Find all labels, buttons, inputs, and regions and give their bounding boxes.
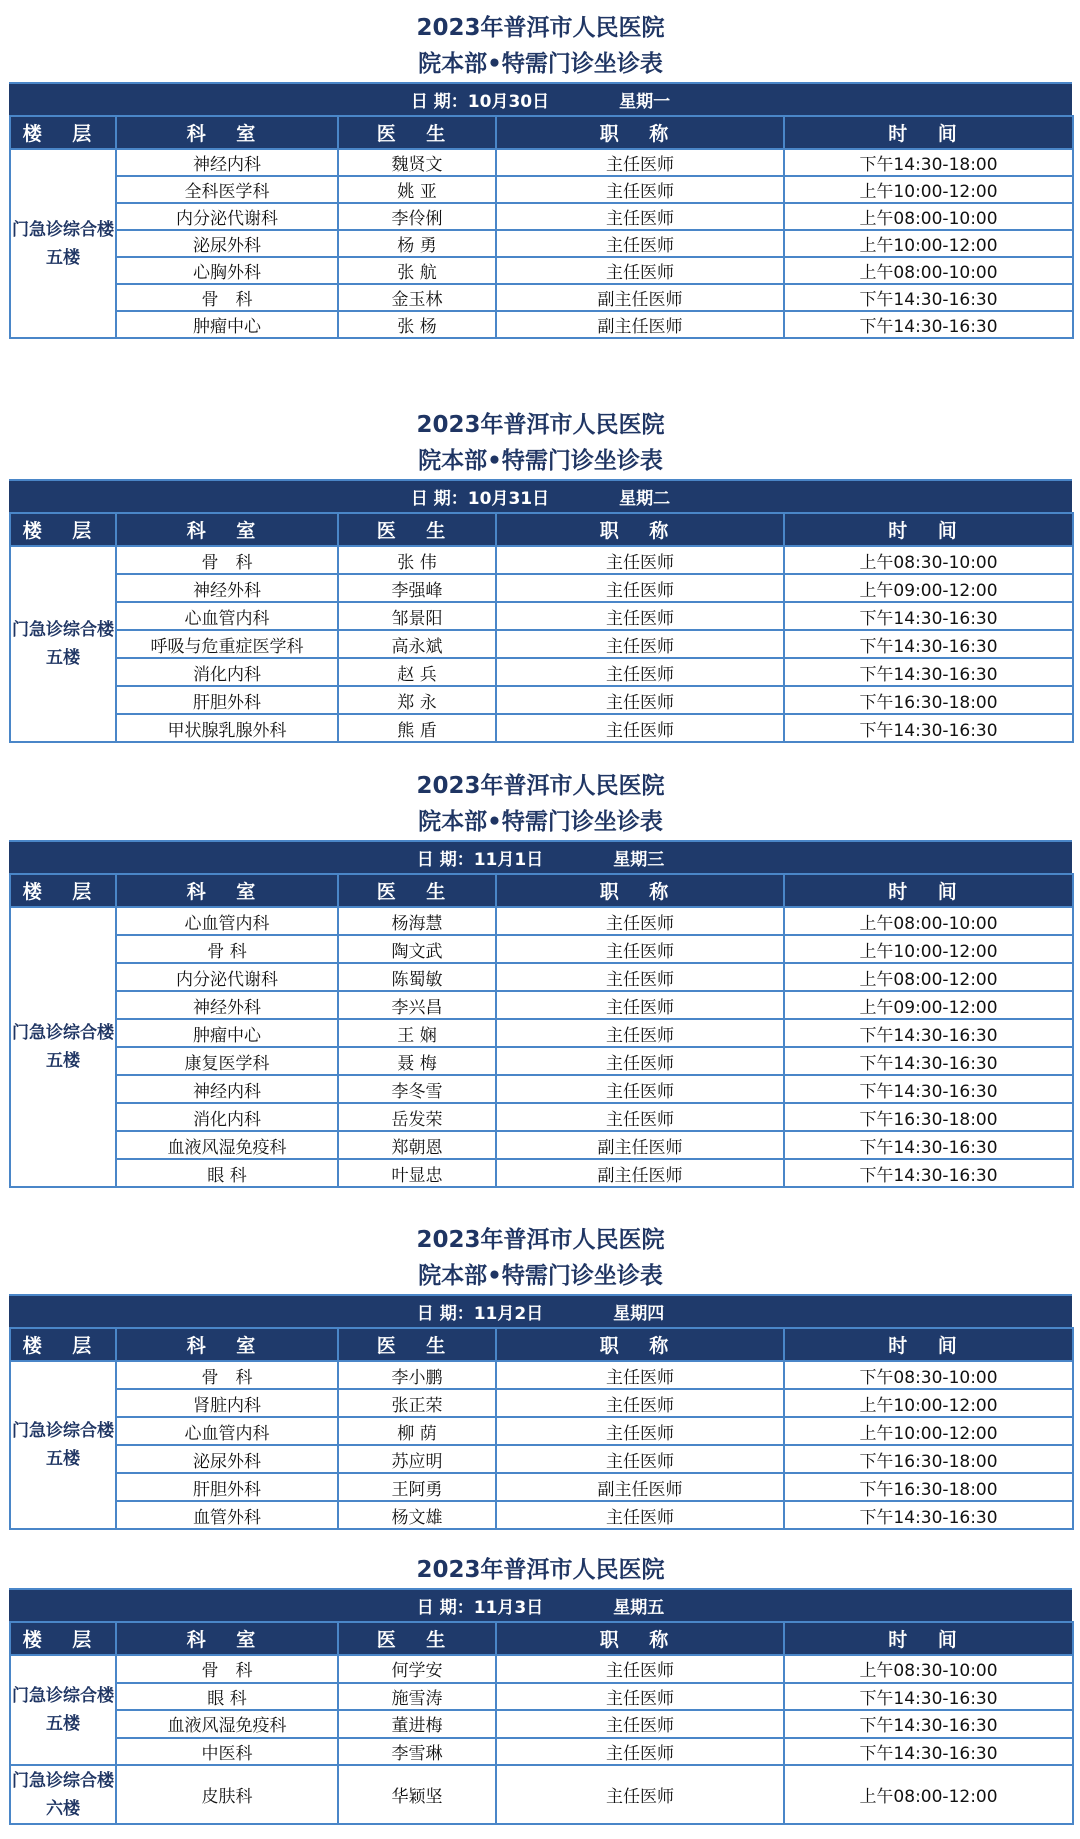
doctor-cell: 聂 梅: [338, 1047, 496, 1075]
time-cell: 下午14:30-16:30: [784, 658, 1073, 686]
column-header: 医 生: [338, 1622, 496, 1655]
time-cell: 下午14:30-16:30: [784, 1738, 1073, 1766]
department-cell: 肾脏内科: [116, 1389, 338, 1417]
department-cell: 肿瘤中心: [116, 311, 338, 338]
column-header: 楼 层: [10, 116, 116, 149]
title-line: 2023年普洱市人民医院: [416, 1227, 665, 1253]
title-cell: 主任医师: [496, 991, 784, 1019]
title-cell: 主任医师: [496, 1501, 784, 1529]
doctor-cell: 岳发荣: [338, 1103, 496, 1131]
department-cell: 心血管内科: [116, 907, 338, 935]
doctor-cell: 杨文雄: [338, 1501, 496, 1529]
doctor-cell: 陈蜀敏: [338, 963, 496, 991]
title-cell: 主任医师: [496, 203, 784, 230]
weekday: 星期一: [619, 92, 671, 112]
department-cell: 内分泌代谢科: [116, 203, 338, 230]
table-row: [10, 1473, 1073, 1501]
title-cell: 主任医师: [496, 1445, 784, 1473]
department-cell: 骨 科: [116, 1655, 338, 1683]
title-cell: 主任医师: [496, 546, 784, 574]
department-cell: 神经内科: [116, 1075, 338, 1103]
title-line: 2023年普洱市人民医院: [416, 1557, 665, 1583]
table-row: [10, 1683, 1073, 1711]
title-cell: 主任医师: [496, 1075, 784, 1103]
schedule-section: [9, 768, 1072, 1188]
time-cell: 下午14:30-16:30: [784, 1683, 1073, 1711]
time-cell: 上午08:00-12:00: [784, 963, 1073, 991]
doctor-cell: 张 航: [338, 257, 496, 284]
title-cell: 主任医师: [496, 1738, 784, 1766]
department-cell: 神经内科: [116, 149, 338, 176]
column-header: 楼 层: [10, 1328, 116, 1361]
column-header: 职 称: [496, 116, 784, 149]
title-cell: 主任医师: [496, 630, 784, 658]
table-row: [10, 257, 1073, 284]
time-cell: 下午14:30-16:30: [784, 1019, 1073, 1047]
date-bar: [9, 840, 1072, 873]
time-cell: 下午16:30-18:00: [784, 1103, 1073, 1131]
title-cell: 主任医师: [496, 907, 784, 935]
title-cell: 主任医师: [496, 1417, 784, 1445]
department-cell: 消化内科: [116, 1103, 338, 1131]
doctor-cell: 金玉林: [338, 284, 496, 311]
weekday: 星期四: [613, 1304, 665, 1324]
doctor-cell: 杨 勇: [338, 230, 496, 257]
title-line: 2023年普洱市人民医院: [416, 773, 665, 799]
department-cell: 骨 科: [116, 935, 338, 963]
table-row: [10, 1765, 1073, 1824]
schedule-section: [9, 10, 1072, 339]
doctor-cell: 苏应明: [338, 1445, 496, 1473]
column-header: 时 间: [784, 874, 1073, 907]
doctor-cell: 姚 亚: [338, 176, 496, 203]
department-cell: 神经外科: [116, 991, 338, 1019]
time-cell: 下午14:30-16:30: [784, 714, 1073, 742]
schedule-title: [9, 10, 1072, 82]
time-cell: 下午14:30-16:30: [784, 1159, 1073, 1187]
doctor-cell: 郑 永: [338, 686, 496, 714]
table-row: [10, 991, 1073, 1019]
column-header: 科 室: [116, 874, 338, 907]
column-header: 职 称: [496, 1328, 784, 1361]
title-cell: 主任医师: [496, 1103, 784, 1131]
schedule-section: [9, 1222, 1072, 1530]
floor-cell: 门急诊综合楼六楼: [10, 1765, 116, 1824]
department-cell: 呼吸与危重症医学科: [116, 630, 338, 658]
time-cell: 下午14:30-16:30: [784, 311, 1073, 338]
time-cell: 下午08:30-10:00: [784, 1361, 1073, 1389]
doctor-cell: 王 娴: [338, 1019, 496, 1047]
table-row: [10, 1417, 1073, 1445]
date-label: 日 期：: [416, 1304, 474, 1324]
date-label: 日 期：: [410, 489, 468, 509]
column-header: 职 称: [496, 1622, 784, 1655]
table-row: [10, 1131, 1073, 1159]
column-header: 医 生: [338, 116, 496, 149]
date-label: 日 期：: [416, 1598, 474, 1618]
title-cell: 主任医师: [496, 176, 784, 203]
title-line: 2023年普洱市人民医院: [416, 15, 665, 41]
doctor-cell: 熊 盾: [338, 714, 496, 742]
date-value: 10月31日: [467, 489, 550, 509]
floor-cell: 门急诊综合楼五楼: [10, 546, 116, 742]
table-row: [10, 963, 1073, 991]
time-cell: 上午08:00-12:00: [784, 1765, 1073, 1824]
schedule-table: [9, 873, 1074, 1188]
column-header: 楼 层: [10, 513, 116, 546]
table-row: [10, 1019, 1073, 1047]
doctor-cell: 张正荣: [338, 1389, 496, 1417]
department-cell: 眼 科: [116, 1683, 338, 1711]
title-cell: 主任医师: [496, 1683, 784, 1711]
header-row: [10, 116, 1073, 149]
time-cell: 下午14:30-16:30: [784, 602, 1073, 630]
time-cell: 下午14:30-16:30: [784, 630, 1073, 658]
schedule-table: [9, 1621, 1074, 1825]
time-cell: 上午09:00-12:00: [784, 991, 1073, 1019]
doctor-cell: 华颖坚: [338, 1765, 496, 1824]
table-row: [10, 658, 1073, 686]
time-cell: 上午10:00-12:00: [784, 1417, 1073, 1445]
doctor-cell: 杨海慧: [338, 907, 496, 935]
date-value: 11月1日: [473, 850, 544, 870]
time-cell: 上午08:00-10:00: [784, 907, 1073, 935]
title-line: 院本部•特需门诊坐诊表: [418, 1263, 663, 1289]
time-cell: 下午16:30-18:00: [784, 1473, 1073, 1501]
title-cell: 主任医师: [496, 230, 784, 257]
title-cell: 主任医师: [496, 1047, 784, 1075]
date-value: 11月3日: [473, 1598, 544, 1618]
department-cell: 甲状腺乳腺外科: [116, 714, 338, 742]
table-row: [10, 1655, 1073, 1683]
time-cell: 上午08:00-10:00: [784, 257, 1073, 284]
time-cell: 下午16:30-18:00: [784, 1445, 1073, 1473]
floor-cell: 门急诊综合楼五楼: [10, 149, 116, 338]
column-header: 时 间: [784, 1328, 1073, 1361]
table-row: [10, 1075, 1073, 1103]
title-cell: 主任医师: [496, 1389, 784, 1417]
table-row: [10, 149, 1073, 176]
doctor-cell: 赵 兵: [338, 658, 496, 686]
department-cell: 泌尿外科: [116, 1445, 338, 1473]
doctor-cell: 李兴昌: [338, 991, 496, 1019]
column-header: 医 生: [338, 513, 496, 546]
schedule-table: [9, 1327, 1074, 1530]
doctor-cell: 施雪涛: [338, 1683, 496, 1711]
schedule-title: [9, 1222, 1072, 1294]
column-header: 时 间: [784, 116, 1073, 149]
floor-cell: 门急诊综合楼五楼: [10, 907, 116, 1187]
schedule-title: [9, 1552, 1072, 1588]
title-cell: 主任医师: [496, 574, 784, 602]
table-row: [10, 284, 1073, 311]
floor-cell: 门急诊综合楼五楼: [10, 1361, 116, 1529]
doctor-cell: 李雪琳: [338, 1738, 496, 1766]
column-header: 科 室: [116, 1622, 338, 1655]
date-value: 11月2日: [473, 1304, 544, 1324]
table-row: [10, 176, 1073, 203]
table-row: [10, 574, 1073, 602]
schedule-section: [9, 407, 1072, 743]
time-cell: 下午14:30-16:30: [784, 1131, 1073, 1159]
time-cell: 上午10:00-12:00: [784, 230, 1073, 257]
table-row: [10, 1389, 1073, 1417]
time-cell: 下午14:30-16:30: [784, 1501, 1073, 1529]
weekday: 星期五: [613, 1598, 665, 1618]
title-cell: 主任医师: [496, 1710, 784, 1738]
time-cell: 上午10:00-12:00: [784, 935, 1073, 963]
column-header: 楼 层: [10, 874, 116, 907]
title-cell: 副主任医师: [496, 311, 784, 338]
doctor-cell: 李强峰: [338, 574, 496, 602]
time-cell: 上午10:00-12:00: [784, 176, 1073, 203]
title-cell: 主任医师: [496, 1361, 784, 1389]
doctor-cell: 魏贤文: [338, 149, 496, 176]
time-cell: 下午14:30-16:30: [784, 1710, 1073, 1738]
table-row: [10, 546, 1073, 574]
time-cell: 上午08:30-10:00: [784, 546, 1073, 574]
department-cell: 心血管内科: [116, 1417, 338, 1445]
schedule-section: [9, 1552, 1072, 1825]
date-label: 日 期：: [416, 850, 474, 870]
date-bar: [9, 82, 1072, 115]
doctor-cell: 高永斌: [338, 630, 496, 658]
table-row: [10, 630, 1073, 658]
department-cell: 骨 科: [116, 546, 338, 574]
table-row: [10, 1501, 1073, 1529]
column-header: 科 室: [116, 513, 338, 546]
table-row: [10, 1047, 1073, 1075]
doctor-cell: 张 伟: [338, 546, 496, 574]
department-cell: 中医科: [116, 1738, 338, 1766]
header-row: [10, 874, 1073, 907]
doctor-cell: 陶文武: [338, 935, 496, 963]
table-row: [10, 686, 1073, 714]
department-cell: 全科医学科: [116, 176, 338, 203]
schedule-title: [9, 407, 1072, 479]
table-row: [10, 935, 1073, 963]
time-cell: 上午08:00-10:00: [784, 203, 1073, 230]
floor-cell: 门急诊综合楼五楼: [10, 1655, 116, 1765]
title-cell: 副主任医师: [496, 1159, 784, 1187]
title-cell: 主任医师: [496, 1019, 784, 1047]
department-cell: 骨 科: [116, 1361, 338, 1389]
department-cell: 肝胆外科: [116, 1473, 338, 1501]
table-row: [10, 1710, 1073, 1738]
department-cell: 血液风湿免疫科: [116, 1710, 338, 1738]
department-cell: 骨 科: [116, 284, 338, 311]
date-bar: [9, 1294, 1072, 1327]
title-cell: 主任医师: [496, 257, 784, 284]
doctor-cell: 董进梅: [338, 1710, 496, 1738]
title-cell: 主任医师: [496, 714, 784, 742]
time-cell: 下午14:30-16:30: [784, 284, 1073, 311]
title-cell: 副主任医师: [496, 284, 784, 311]
column-header: 时 间: [784, 1622, 1073, 1655]
department-cell: 心胸外科: [116, 257, 338, 284]
time-cell: 下午14:30-16:30: [784, 1047, 1073, 1075]
date-bar: [9, 1588, 1072, 1621]
title-cell: 主任医师: [496, 1655, 784, 1683]
title-line: 2023年普洱市人民医院: [416, 412, 665, 438]
doctor-cell: 何学安: [338, 1655, 496, 1683]
column-header: 科 室: [116, 116, 338, 149]
column-header: 职 称: [496, 874, 784, 907]
department-cell: 皮肤科: [116, 1765, 338, 1824]
department-cell: 神经外科: [116, 574, 338, 602]
column-header: 时 间: [784, 513, 1073, 546]
table-row: [10, 907, 1073, 935]
time-cell: 上午09:00-12:00: [784, 574, 1073, 602]
schedule-title: [9, 768, 1072, 840]
column-header: 医 生: [338, 1328, 496, 1361]
time-cell: 下午14:30-18:00: [784, 149, 1073, 176]
column-header: 楼 层: [10, 1622, 116, 1655]
doctor-cell: 李伶俐: [338, 203, 496, 230]
table-row: [10, 203, 1073, 230]
table-row: [10, 1159, 1073, 1187]
doctor-cell: 邹景阳: [338, 602, 496, 630]
table-row: [10, 311, 1073, 338]
column-header: 职 称: [496, 513, 784, 546]
time-cell: 上午10:00-12:00: [784, 1389, 1073, 1417]
time-cell: 上午08:30-10:00: [784, 1655, 1073, 1683]
department-cell: 血管外科: [116, 1501, 338, 1529]
title-line: 院本部•特需门诊坐诊表: [418, 51, 663, 77]
header-row: [10, 1622, 1073, 1655]
title-cell: 主任医师: [496, 963, 784, 991]
table-row: [10, 1361, 1073, 1389]
department-cell: 肿瘤中心: [116, 1019, 338, 1047]
department-cell: 心血管内科: [116, 602, 338, 630]
title-cell: 主任医师: [496, 686, 784, 714]
doctor-cell: 李小鹏: [338, 1361, 496, 1389]
table-row: [10, 1445, 1073, 1473]
header-row: [10, 1328, 1073, 1361]
department-cell: 康复医学科: [116, 1047, 338, 1075]
column-header: 科 室: [116, 1328, 338, 1361]
time-cell: 下午14:30-16:30: [784, 1075, 1073, 1103]
doctor-cell: 郑朝恩: [338, 1131, 496, 1159]
date-label: 日 期：: [410, 92, 468, 112]
department-cell: 血液风湿免疫科: [116, 1131, 338, 1159]
header-row: [10, 513, 1073, 546]
doctor-cell: 柳 荫: [338, 1417, 496, 1445]
table-row: [10, 602, 1073, 630]
doctor-cell: 王阿勇: [338, 1473, 496, 1501]
doctor-cell: 叶显忠: [338, 1159, 496, 1187]
department-cell: 内分泌代谢科: [116, 963, 338, 991]
table-row: [10, 714, 1073, 742]
title-line: 院本部•特需门诊坐诊表: [418, 809, 663, 835]
department-cell: 泌尿外科: [116, 230, 338, 257]
department-cell: 消化内科: [116, 658, 338, 686]
department-cell: 眼 科: [116, 1159, 338, 1187]
title-cell: 副主任医师: [496, 1473, 784, 1501]
doctor-cell: 张 杨: [338, 311, 496, 338]
time-cell: 下午16:30-18:00: [784, 686, 1073, 714]
title-cell: 主任医师: [496, 149, 784, 176]
date-value: 10月30日: [467, 92, 550, 112]
title-cell: 主任医师: [496, 1765, 784, 1824]
date-bar: [9, 479, 1072, 512]
table-row: [10, 1103, 1073, 1131]
weekday: 星期三: [613, 850, 665, 870]
schedule-table: [9, 115, 1074, 339]
weekday: 星期二: [619, 489, 671, 509]
table-row: [10, 230, 1073, 257]
table-row: [10, 1738, 1073, 1766]
column-header: 医 生: [338, 874, 496, 907]
doctor-cell: 李冬雪: [338, 1075, 496, 1103]
title-cell: 主任医师: [496, 658, 784, 686]
schedule-table: [9, 512, 1074, 743]
title-cell: 主任医师: [496, 602, 784, 630]
department-cell: 肝胆外科: [116, 686, 338, 714]
title-cell: 副主任医师: [496, 1131, 784, 1159]
title-line: 院本部•特需门诊坐诊表: [418, 448, 663, 474]
title-cell: 主任医师: [496, 935, 784, 963]
